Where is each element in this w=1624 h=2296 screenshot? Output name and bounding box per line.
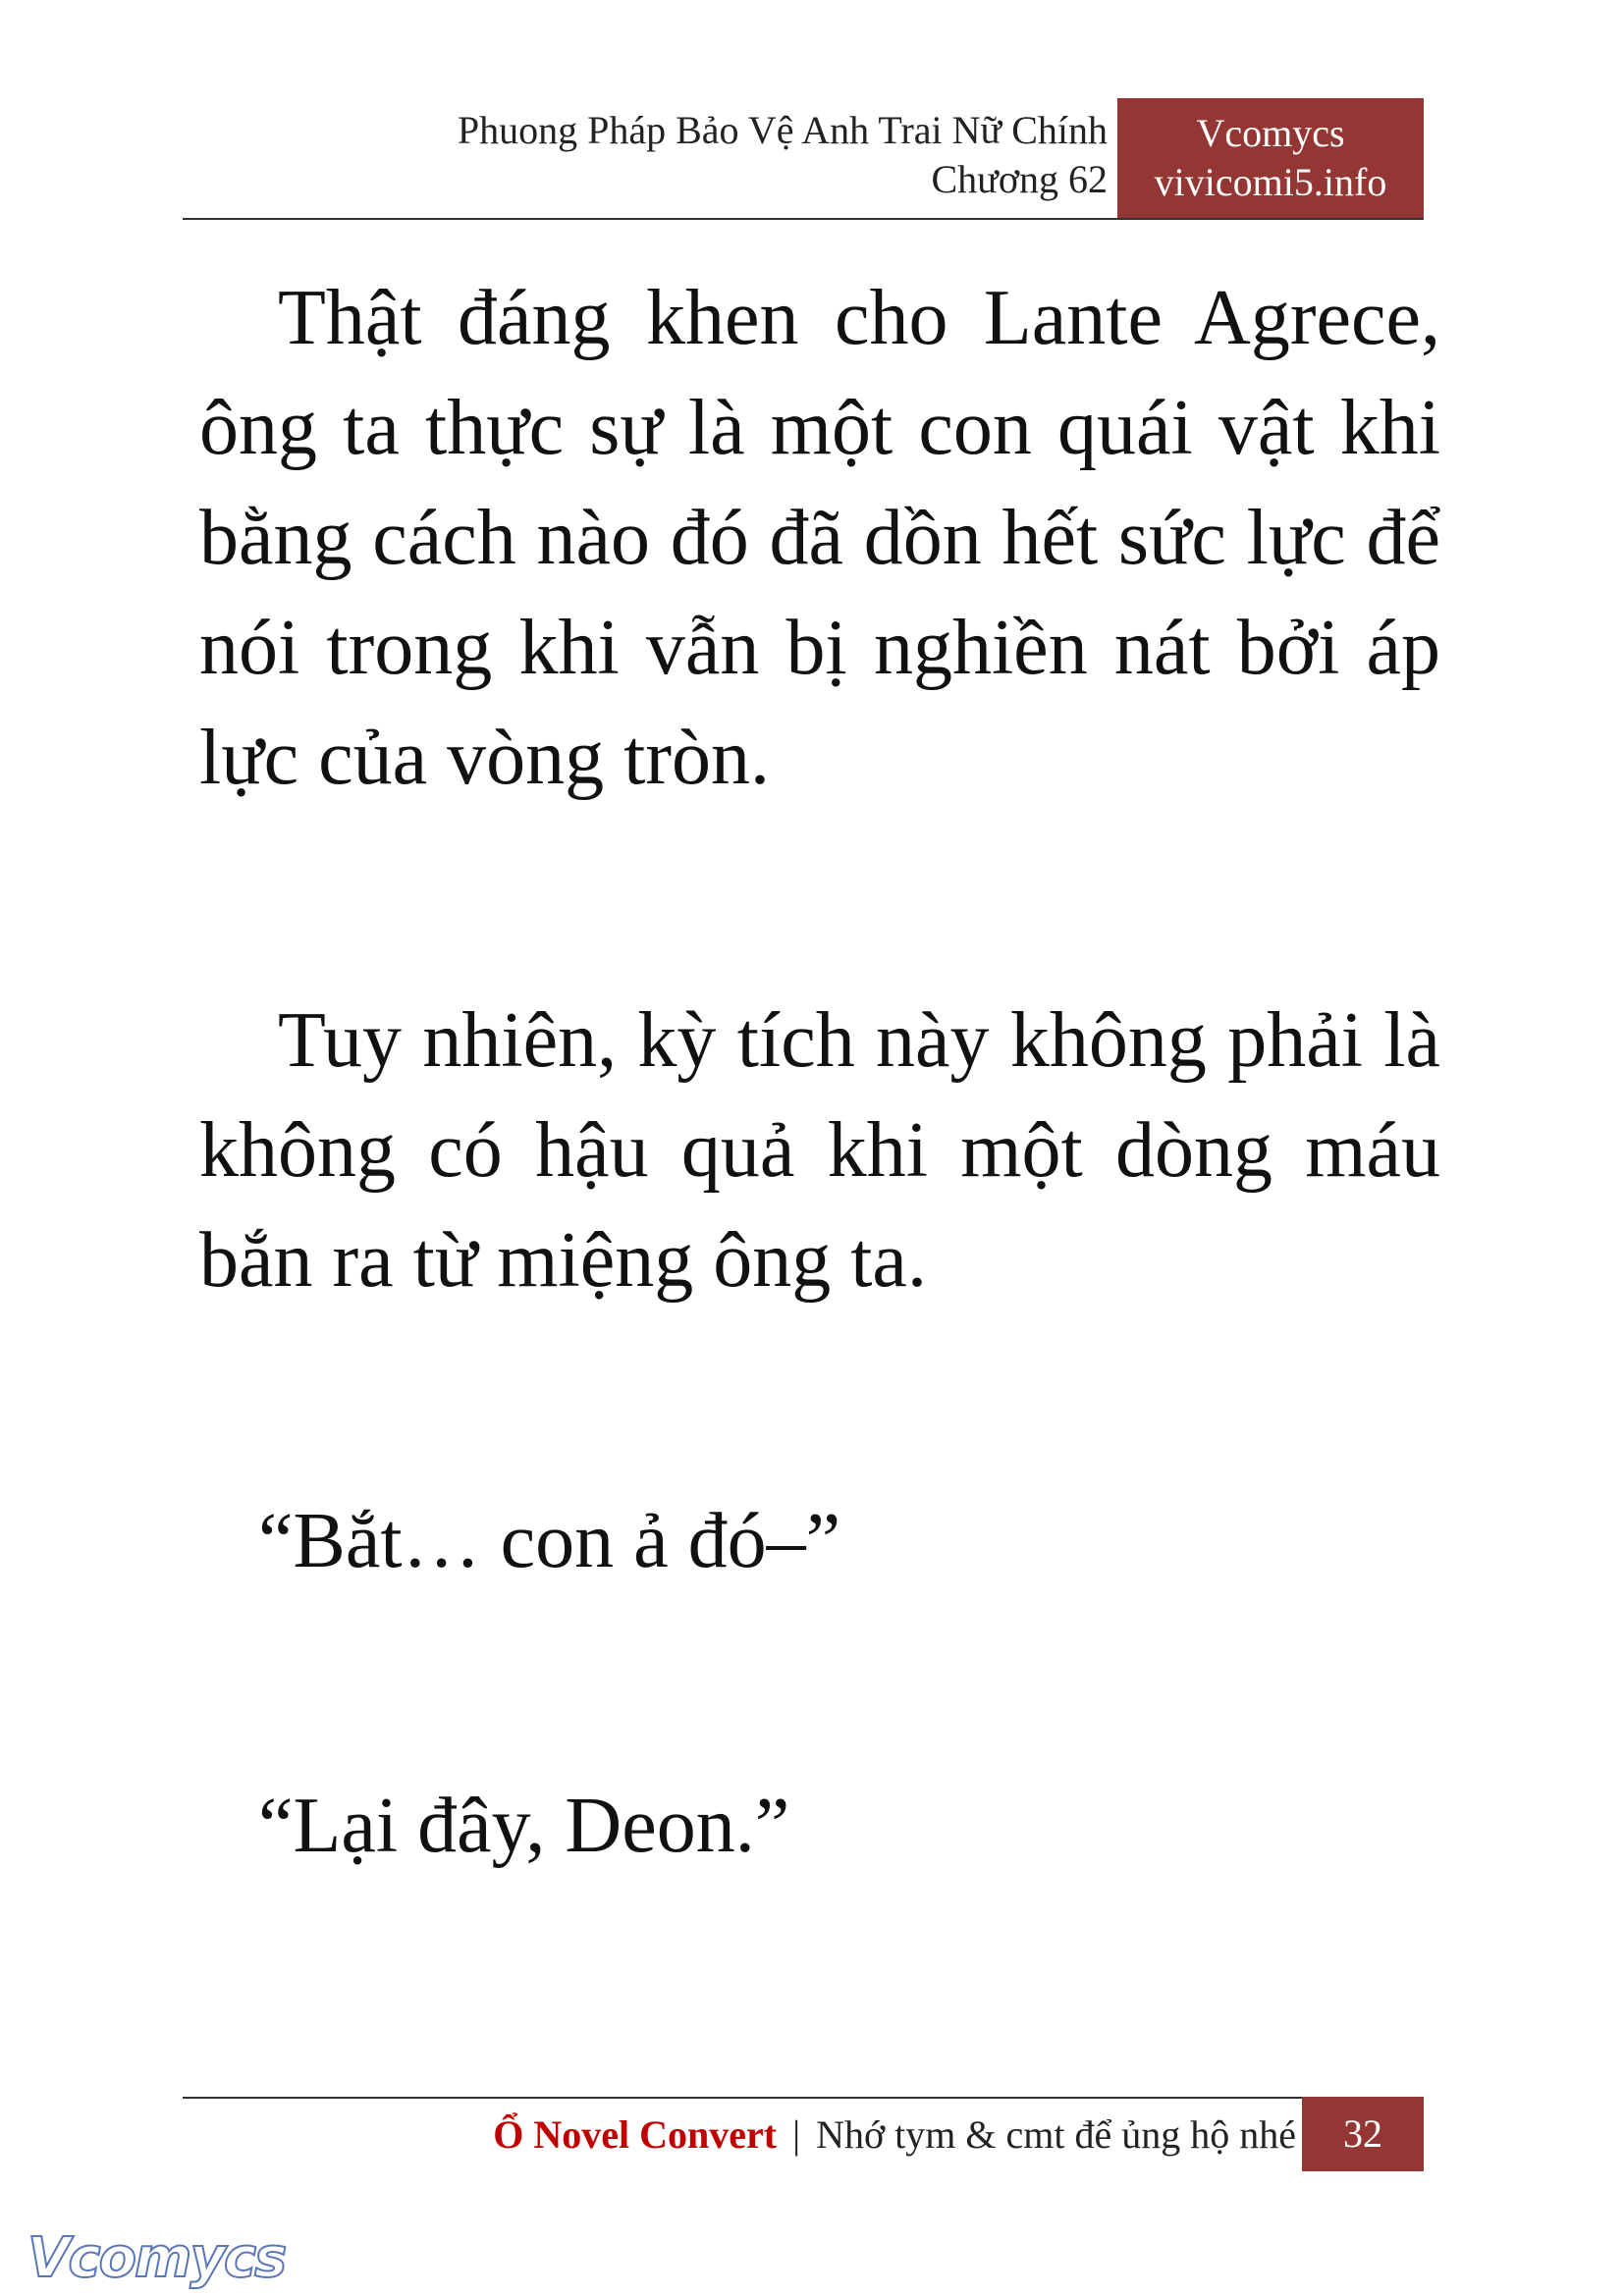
header-titles [458,106,1108,204]
footer-brand: Ổ Novel Convert [493,2112,778,2157]
body-paragraph-2: Tuy nhiên, kỳ tích này không phải là không có hậu quả khi một dòng máu bắn ra từ miệng ông ta. [199,997,1440,1304]
body-paragraph-1: Thật đáng khen cho Lante Agrece, ông ta thực sự là một con quái vật khi bằng cách nào đó đã dồn hết sức lực để nói trong khi vẫn bị nghiền nát bởi áp lực của vòng tròn. [199,275,1440,801]
page-header [183,98,1424,220]
chapter-label: Chương 62 [931,157,1108,201]
dialogue-line-1: “Bắt… con ả đó–” [258,1498,841,1584]
dialogue-line-2: “Lại đây, Deon.” [258,1783,790,1869]
footer-separator: | [792,2112,801,2157]
page-footer [183,2097,1424,2171]
page-number: 32 [1302,2097,1424,2171]
footer-message: Nhớ tym & cmt để ủng hộ nhé [816,2112,1296,2157]
brand-name: Vcomycs [1196,111,1345,155]
header-brand-box [1117,98,1424,220]
footer-divider [183,2097,1424,2099]
header-divider [183,218,1424,220]
book-title: Phuong Pháp Bảo Vệ Anh Trai Nữ Chính [457,108,1108,152]
brand-site: vivicomi5.info [1154,160,1387,204]
watermark-logo: Vcomycs [27,2226,286,2290]
footer-text [493,2109,1296,2162]
